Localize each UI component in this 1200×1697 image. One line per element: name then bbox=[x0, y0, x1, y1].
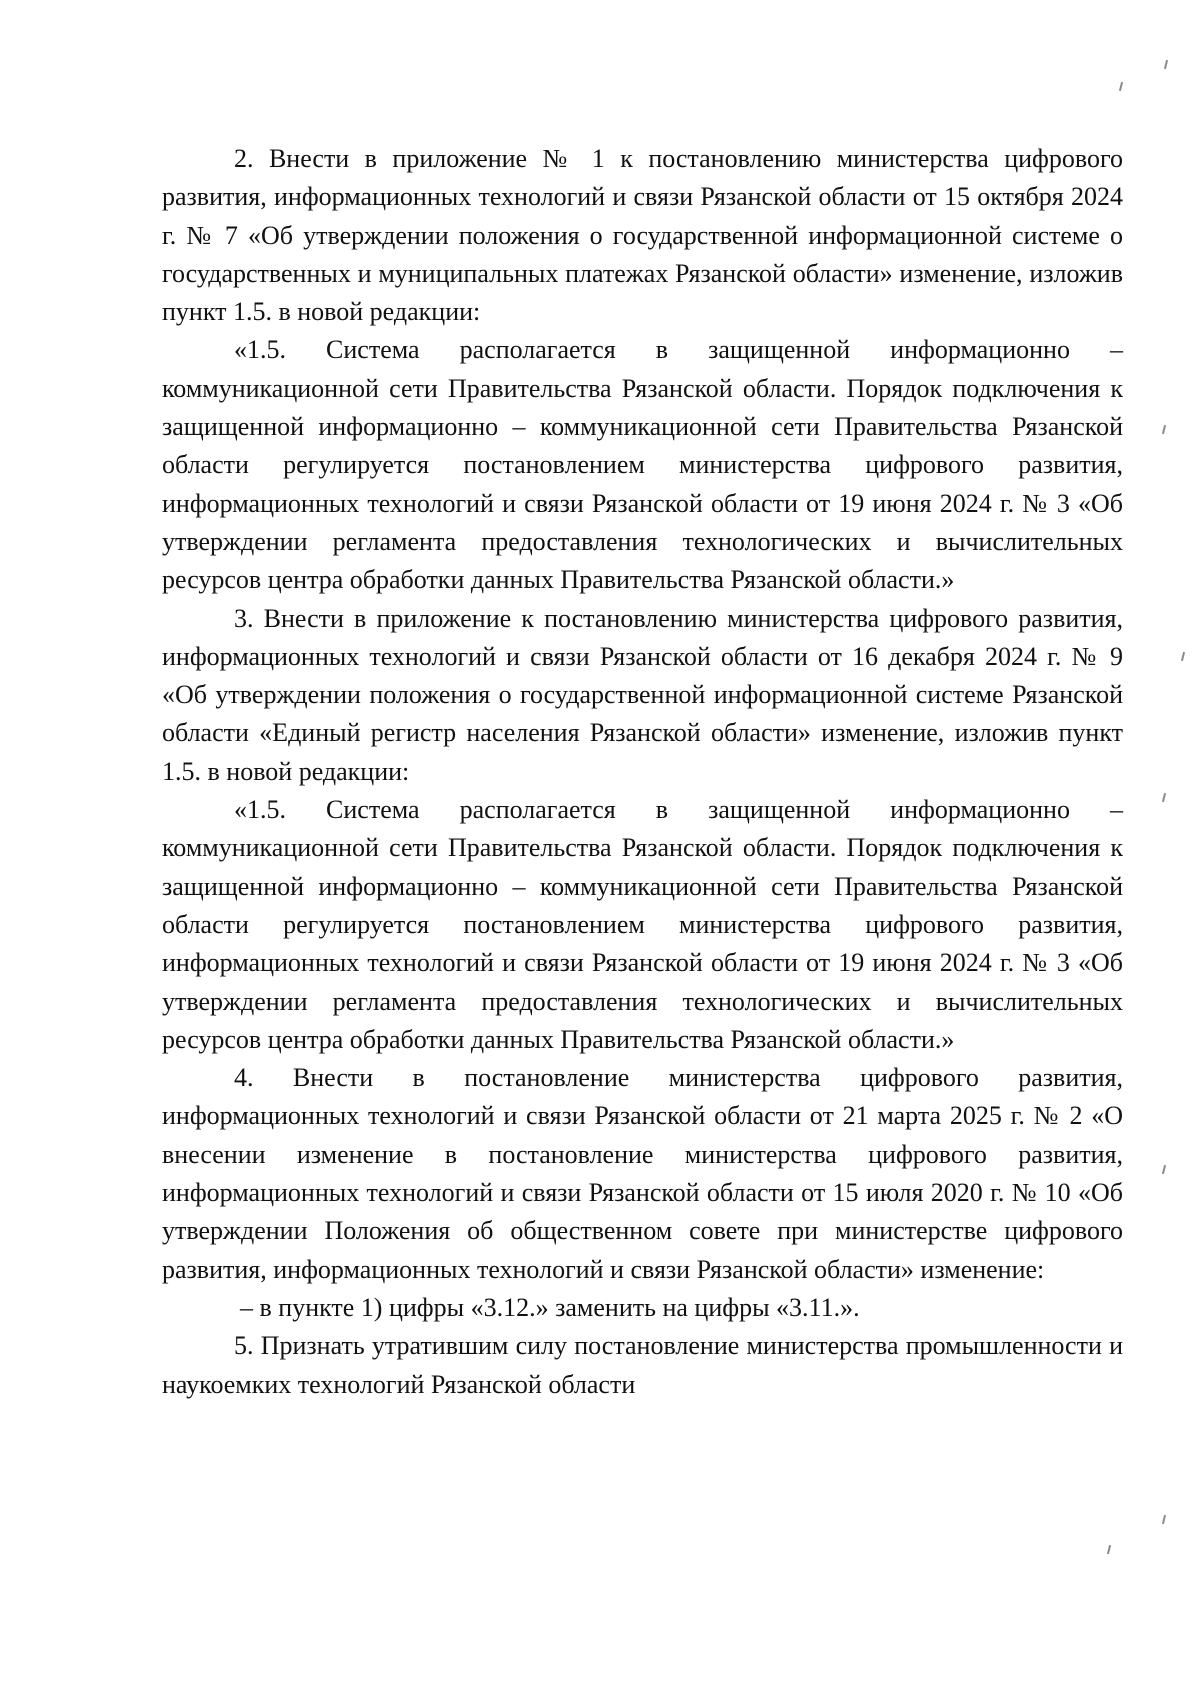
scan-artifact bbox=[1162, 1165, 1166, 1174]
document-body bbox=[162, 140, 1123, 1404]
scan-artifact bbox=[1107, 1545, 1111, 1554]
scan-artifact bbox=[1162, 793, 1166, 802]
paragraph-item-5: 5. Признать утратившим силу постановление министерства промышленности и наукоемких технологий Рязанской области bbox=[162, 1331, 1123, 1399]
paragraph-item-4: 4. Внести в постановление министерства цифрового развития, информационных технологий и связи Рязанской области от 21 марта 2025 г. № 2 «О внесении изменение в постановление министерства цифрового развития, информационных технологий и связи Рязанской области от 15 июля 2020 г. № 10 «Об утверждении Положения об общественном совете при министерстве цифрового развития, информационных технологий и связи Рязанской области» изменение: bbox=[162, 1063, 1123, 1284]
scan-artifact bbox=[1162, 425, 1166, 434]
scan-artifact bbox=[1162, 1515, 1166, 1524]
paragraph-item-2: 2. Внести в приложение № 1 к постановлению министерства цифрового развития, информационных технологий и связи Рязанской области от 15 октября 2024 г. № 7 «Об утверждении положения о государственной информационной системе о государственных и муниципальных платежах Рязанской области» изменение, изложив пункт 1.5. в новой редакции: bbox=[162, 144, 1123, 327]
scan-artifact bbox=[1181, 652, 1185, 661]
paragraph-item-3: 3. Внести в приложение к постановлению министерства цифрового развития, информационных технологий и связи Рязанской области от 16 декабря 2024 г. № 9 «Об утверждении положения о государственной информационной системе Рязанской области «Единый регистр населения Рязанской области» изменение, изложив пункт 1.5. в новой редакции: bbox=[162, 603, 1123, 786]
scan-artifact bbox=[1164, 60, 1168, 69]
quoted-clause-1-5-first: «1.5. Система располагается в защищенной информационно – коммуникационной сети Правительства Рязанской области. Порядок подключения к защищенной информационно – коммуникационной сети Правительства Рязанской области регулируется постановлением министерства цифрового развития, информационных технологий и связи Рязанской области от 19 июня 2024 г. № 3 «Об утверждении регламента предоставления технологических и вычислительных ресурсов центра обработки данных Правительства Рязанской области.» bbox=[162, 335, 1123, 595]
scan-artifact bbox=[1119, 82, 1123, 91]
quoted-clause-1-5-second: «1.5. Система располагается в защищенной информационно – коммуникационной сети Правительства Рязанской области. Порядок подключения к защищенной информационно – коммуникационной сети Правительства Рязанской области регулируется постановлением министерства цифрового развития, информационных технологий и связи Рязанской области от 19 июня 2024 г. № 3 «Об утверждении регламента предоставления технологических и вычислительных ресурсов центра обработки данных Правительства Рязанской области.» bbox=[162, 795, 1123, 1054]
dash-list-item: – в пункте 1) цифры «3.12.» заменить на цифры «3.11.». bbox=[240, 1292, 860, 1322]
